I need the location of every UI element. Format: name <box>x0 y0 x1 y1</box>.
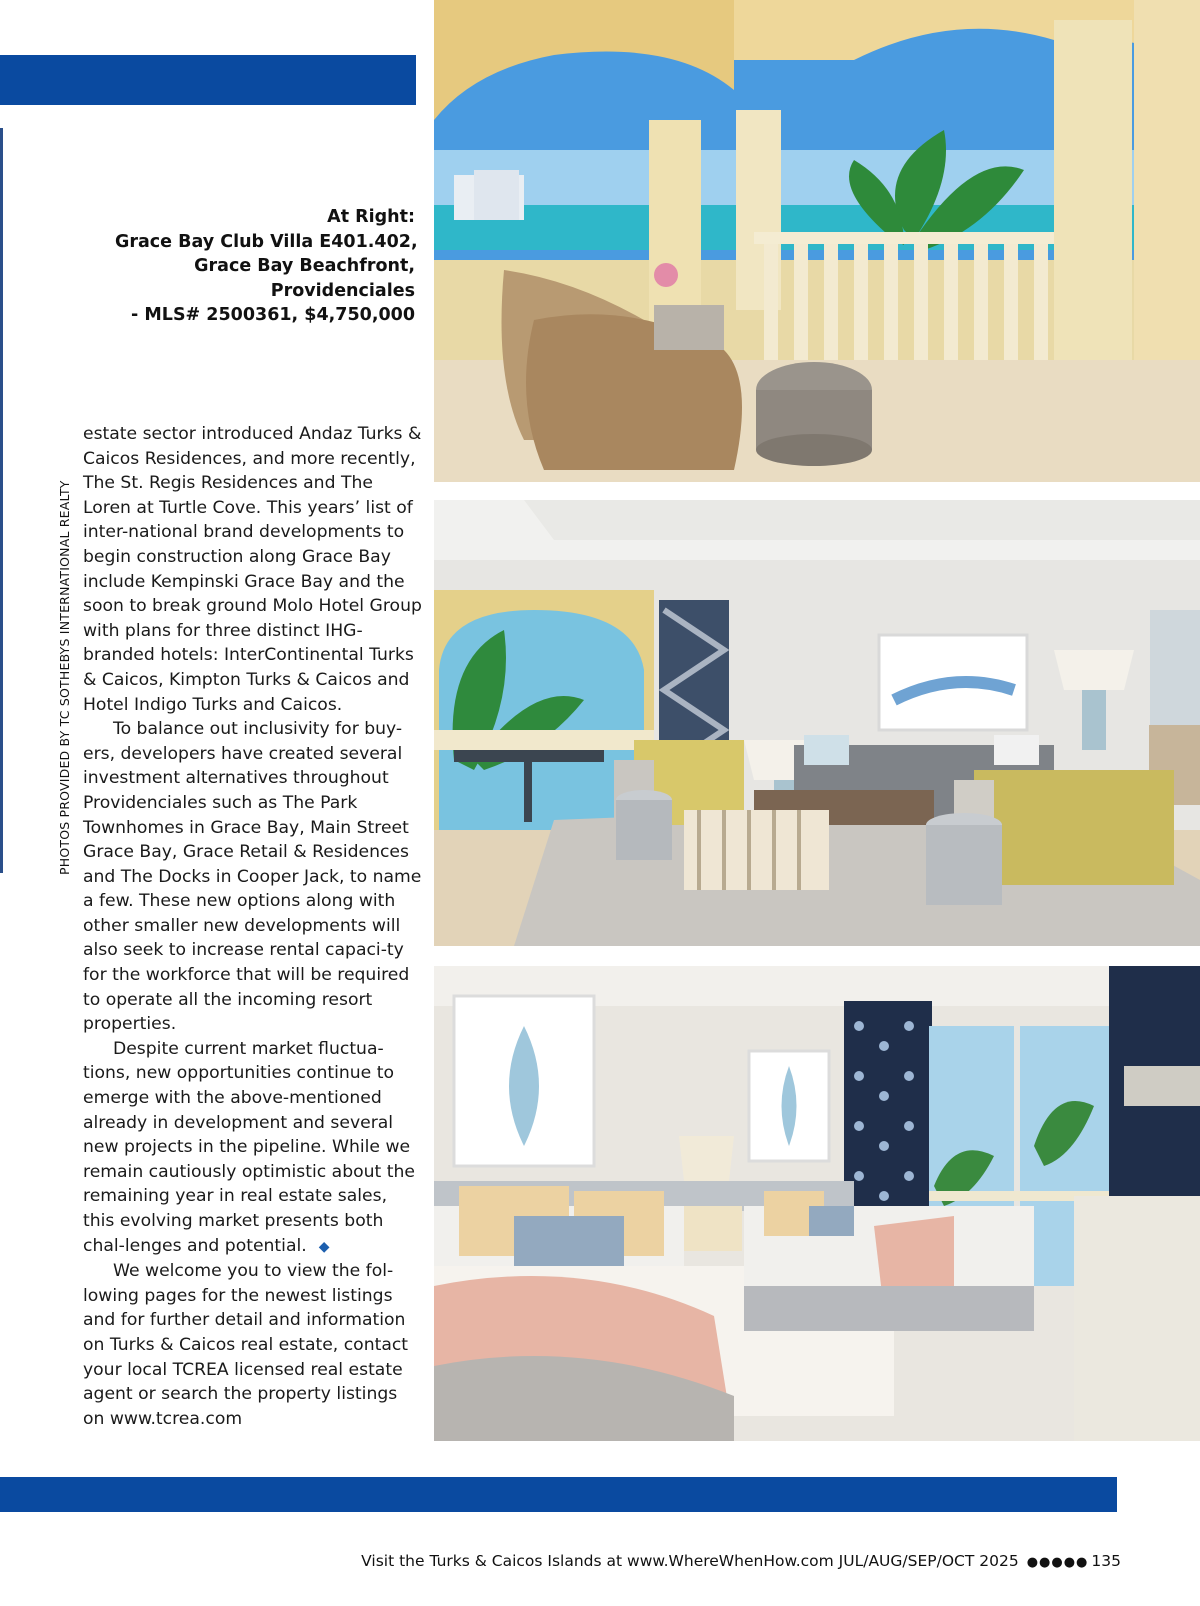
left-margin-rule <box>0 128 3 873</box>
photo-credit: PHOTOS PROVIDED BY TC SOTHEBYS INTERNATIONAL REALTY <box>57 480 72 875</box>
paragraph-text: Despite current market fluctua-tions, new opportunities continue to emerge with the above-mentioned already in development and several new projects in the pipeline. While we remain cautiously optimistic about the remaining year in real estate sales, this evolving market presents both chal-lenges and potential. <box>83 1038 415 1256</box>
top-accent-bar <box>0 55 416 105</box>
article-paragraph: To balance out inclusivity for buy-ers, developers have created several investment alternatives throughout Providenciales such as The Park Townhomes in Grace Bay, Main Street Grace Bay, Grace Retail & Residences and The Docks in Cooper Jack, to name a few. These new options along with other smaller new developments will also seek to increase rental capaci-ty for the workforce that will be required to operate all the incoming resort properties. <box>83 719 422 1035</box>
caption-line: Grace Bay Club Villa E401.402, <box>115 231 418 252</box>
article-paragraph: estate sector introduced Andaz Turks & Caicos Residences, and more recently, The St. Regis Residences and The Loren at Turtle Cove. This years’ list of inter-national brand developments to begin construction along Grace Bay include Kempinski Grace Bay and the soon to break ground Molo Hotel Group with plans for three distinct IHG-branded hotels: InterContinental Turks & Caicos, Kimpton Turks & Caicos and Hotel Indigo Turks and Caicos. <box>83 424 422 715</box>
page-footer <box>361 1552 1121 1570</box>
page-number: 135 <box>1091 1552 1121 1570</box>
caption-line: Providenciales <box>270 280 415 301</box>
photo-caption <box>115 205 418 328</box>
living-room-photo <box>434 500 1200 946</box>
footer-dots: ●●●●● <box>1026 1555 1089 1570</box>
balcony-photo <box>434 0 1200 482</box>
caption-line: - MLS# 2500361, $4,750,000 <box>131 305 415 325</box>
bottom-accent-bar <box>0 1477 1117 1512</box>
caption-line: At Right: <box>327 207 415 227</box>
bedroom-photo <box>434 966 1200 1441</box>
article-body <box>83 422 423 1431</box>
article-paragraph: We welcome you to view the fol-lowing pages for the newest listings and for further detail and information on Turks & Caicos real estate, contact your local TCREA licensed real estate agent or search the property listings on www.tcrea.com <box>83 1261 409 1429</box>
diamond-icon: ◆ <box>318 1238 330 1255</box>
footer-text: Visit the Turks & Caicos Islands at www.WhereWhenHow.com JUL/AUG/SEP/OCT 2025 <box>361 1552 1019 1570</box>
caption-line: Grace Bay Beachfront, <box>194 256 415 276</box>
article-paragraph <box>83 1037 423 1259</box>
